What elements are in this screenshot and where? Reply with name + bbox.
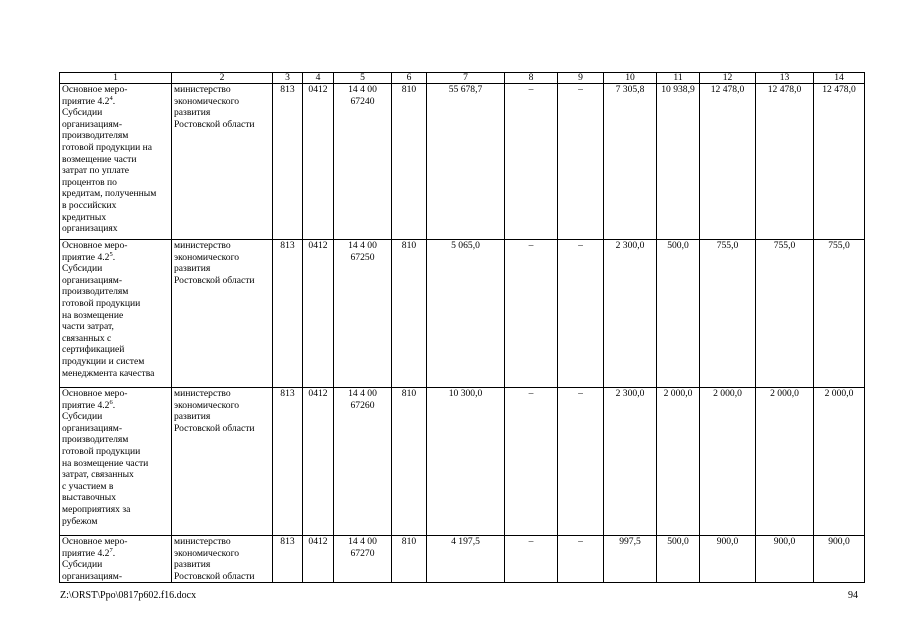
year-amount: 2 000,0: [814, 388, 865, 536]
measure-name: Основное меро- приятие 4.2: [62, 388, 128, 411]
year-amount: –: [505, 536, 558, 583]
table-row: [60, 388, 865, 536]
measure-name: Основное меро- приятие 4.2: [62, 536, 128, 559]
year-amount: 12 478,0: [756, 84, 814, 240]
table-row: [60, 240, 865, 388]
measure-description: . Субсидии организациям- производителям готовой продукции на возмещение части затрат, связанных с участием в выставочных мероприятиях за рубежом: [62, 399, 149, 527]
measure-description: . Субсидии организациям- производителям готовой продукции на возмещение части затрат по уплате процентов по кредитам, полученным в российских кредитных организациях: [62, 95, 157, 235]
budget-table: [59, 72, 865, 583]
year-amount: 2 000,0: [700, 388, 756, 536]
grbs-code: 813: [273, 240, 303, 388]
column-number: 1: [60, 73, 172, 84]
expense-type-code: 810: [392, 388, 427, 536]
year-amount: 755,0: [700, 240, 756, 388]
total-amount: 55 678,7: [427, 84, 505, 240]
footnote-mark: 6: [109, 398, 113, 406]
year-amount: –: [505, 388, 558, 536]
footnote-mark: 4: [109, 94, 113, 102]
target-article-code: 14 4 00 67250: [334, 240, 392, 388]
column-number: 2: [172, 73, 273, 84]
column-number: 14: [814, 73, 865, 84]
year-amount: –: [558, 536, 604, 583]
page-number: 94: [848, 590, 858, 601]
target-article-code: 14 4 00 67260: [334, 388, 392, 536]
measure-name: Основное меро- приятие 4.2: [62, 84, 128, 107]
column-number: 8: [505, 73, 558, 84]
column-number: 9: [558, 73, 604, 84]
year-amount: –: [505, 240, 558, 388]
year-amount: 500,0: [657, 240, 700, 388]
year-amount: –: [558, 388, 604, 536]
year-amount: 12 478,0: [814, 84, 865, 240]
target-article-code: 14 4 00 67270: [334, 536, 392, 583]
year-amount: 755,0: [756, 240, 814, 388]
year-amount: –: [558, 84, 604, 240]
column-number: 4: [303, 73, 334, 84]
executor-cell: министерство экономического развития Ростовской области: [172, 84, 273, 240]
year-amount: 2 000,0: [657, 388, 700, 536]
footnote-mark: 7: [109, 546, 113, 554]
executor-cell: министерство экономического развития Ростовской области: [172, 240, 273, 388]
year-amount: 500,0: [657, 536, 700, 583]
measure-name-cell: [60, 388, 172, 536]
column-number: 3: [273, 73, 303, 84]
column-number-row: [60, 73, 865, 84]
year-amount: 2 300,0: [604, 388, 657, 536]
executor-cell: министерство экономического развития Ростовской области: [172, 388, 273, 536]
grbs-code: 813: [273, 536, 303, 583]
footer-file-path: Z:\ORST\Ppo\0817p602.f16.docx: [60, 590, 197, 601]
target-article-code: 14 4 00 67240: [334, 84, 392, 240]
column-number: 5: [334, 73, 392, 84]
year-amount: 900,0: [700, 536, 756, 583]
total-amount: 4 197,5: [427, 536, 505, 583]
measure-description: . Субсидии организациям-: [62, 547, 123, 582]
grbs-code: 813: [273, 388, 303, 536]
column-number: 6: [392, 73, 427, 84]
column-number: 12: [700, 73, 756, 84]
year-amount: –: [558, 240, 604, 388]
section-code: 0412: [303, 536, 334, 583]
total-amount: 10 300,0: [427, 388, 505, 536]
measure-name: Основное меро- приятие 4.2: [62, 240, 128, 263]
year-amount: 900,0: [756, 536, 814, 583]
expense-type-code: 810: [392, 240, 427, 388]
grbs-code: 813: [273, 84, 303, 240]
measure-name-cell: [60, 84, 172, 240]
year-amount: 900,0: [814, 536, 865, 583]
measure-name-cell: [60, 240, 172, 388]
column-number: 13: [756, 73, 814, 84]
year-amount: 755,0: [814, 240, 865, 388]
expense-type-code: 810: [392, 536, 427, 583]
total-amount: 5 065,0: [427, 240, 505, 388]
year-amount: 2 000,0: [756, 388, 814, 536]
column-number: 7: [427, 73, 505, 84]
measure-name-cell: [60, 536, 172, 583]
executor-cell: министерство экономического развития Ростовской области: [172, 536, 273, 583]
section-code: 0412: [303, 84, 334, 240]
year-amount: 2 300,0: [604, 240, 657, 388]
table-row: [60, 84, 865, 240]
expense-type-code: 810: [392, 84, 427, 240]
year-amount: 997,5: [604, 536, 657, 583]
year-amount: –: [505, 84, 558, 240]
section-code: 0412: [303, 388, 334, 536]
year-amount: 12 478,0: [700, 84, 756, 240]
column-number: 10: [604, 73, 657, 84]
table-row: [60, 536, 865, 583]
year-amount: 7 305,8: [604, 84, 657, 240]
footnote-mark: 5: [109, 250, 113, 258]
year-amount: 10 938,9: [657, 84, 700, 240]
measure-description: . Субсидии организациям- производителям готовой продукции на возмещение части затрат, связанных с сертификацией продукции и систем менеджмента качества: [62, 251, 155, 379]
section-code: 0412: [303, 240, 334, 388]
column-number: 11: [657, 73, 700, 84]
